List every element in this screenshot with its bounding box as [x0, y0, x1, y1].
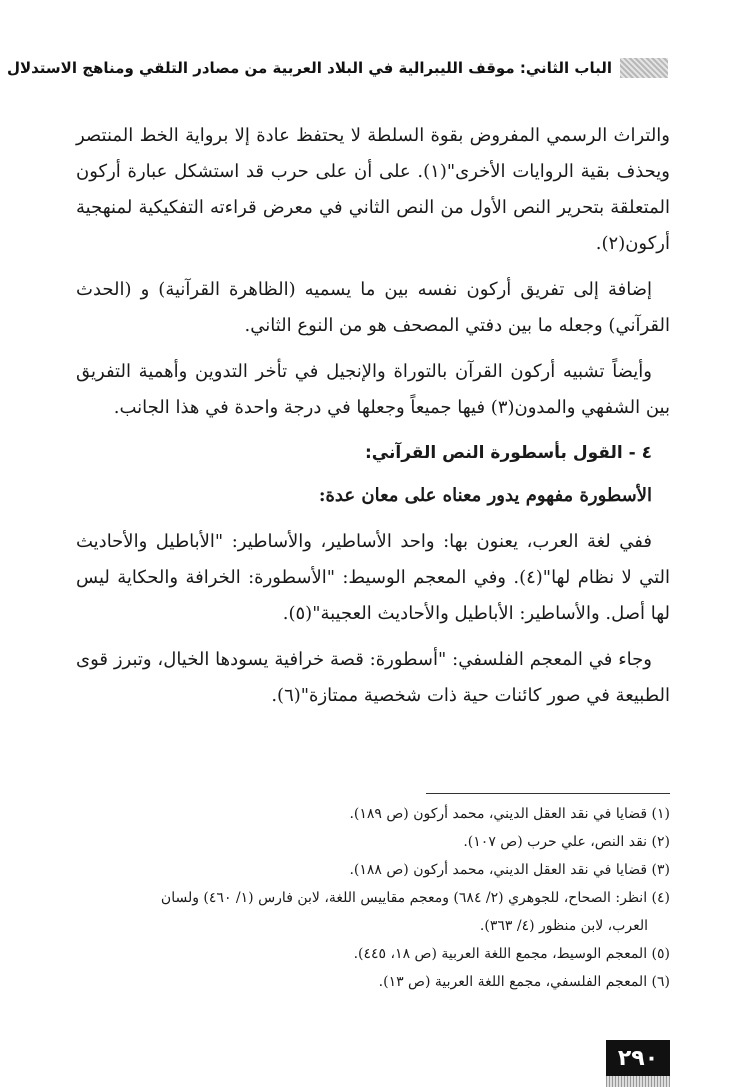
footnote-4-continued	[76, 912, 670, 940]
footnote-4-continuation: العرب، لابن منظور (٤/ ٣٦٣).	[479, 918, 648, 934]
paragraph-5: وجاء في المعجم الفلسفي: "أسطورة: قصة خرافية يسودها الخيال، وتبرز قوى الطبيعة في صور كائنات حية ذات شخصية ممتازة"(٦).	[76, 649, 670, 706]
page-number: ٢٩٠	[606, 1040, 670, 1076]
footnote-1: (١) قضايا في نقد العقل الديني، محمد أركون (ص ١٨٩).	[349, 806, 670, 822]
paragraph-4: ففي لغة العرب، يعنون بها: واحد الأساطير، والأساطير: "الأباطيل والأحاديث التي لا نظام لها"(٤). وفي المعجم الوسيط: "الأسطورة: الخرافة والحكاية ليس لها أصل. والأساطير: الأباطيل والأحاديث العجيبة"(٥).	[76, 531, 670, 624]
section-subheading: الأسطورة مفهوم يدور معناه على معان عدة:	[318, 485, 652, 506]
main-text	[76, 118, 670, 724]
page-number-ornament	[606, 1076, 670, 1087]
running-header	[6, 54, 668, 82]
footnote-divider	[426, 793, 670, 794]
footnote-4: (٤) انظر: الصحاح، للجوهري (٢/ ٦٨٤) ومعجم مقاييس اللغة، لابن فارس (١/ ٤٦٠) ولسان	[160, 890, 670, 906]
footnote-2: (٢) نقد النص، علي حرب (ص ١٠٧).	[463, 834, 670, 850]
paragraph-3: وأيضاً تشبيه أركون القرآن بالتوراة والإنجيل في تأخر التدوين وأهمية التفريق بين الشفهي والمدون(٣) فيها جميعاً وجعلها في درجة واحدة في هذا الجانب.	[76, 361, 670, 418]
footnote-6: (٦) المعجم الفلسفي، مجمع اللغة العربية (ص ١٣).	[378, 974, 670, 990]
footnote-3: (٣) قضايا في نقد العقل الديني، محمد أركون (ص ١٨٨).	[349, 862, 670, 878]
footnotes	[76, 800, 670, 996]
chapter-title: الباب الثاني: موقف الليبرالية في البلاد العربية من مصادر التلقي ومناهج الاستدلال	[6, 59, 612, 77]
paragraph-2: إضافة إلى تفريق أركون نفسه بين ما يسميه (الظاهرة القرآنية) و (الحدث القرآني) وجعله ما بين دفتي المصحف هو من النوع الثاني.	[76, 279, 670, 336]
header-ornament	[620, 58, 668, 78]
footnote-5: (٥) المعجم الوسيط، مجمع اللغة العربية (ص ١٨، ٤٤٥).	[353, 946, 670, 962]
section-heading: ٤ - القول بأسطورة النص القرآني:	[365, 443, 652, 463]
paragraph-1: والتراث الرسمي المفروض بقوة السلطة لا يحتفظ عادة إلا برواية الخط المنتصر ويحذف بقية الروايات الأخرى"(١). على أن على حرب قد استشكل عبارة أركون المتعلقة بتحرير النص الأول من النص الثاني في معرض قراءته التفكيكية لمنهجية أركون(٢).	[76, 125, 670, 254]
